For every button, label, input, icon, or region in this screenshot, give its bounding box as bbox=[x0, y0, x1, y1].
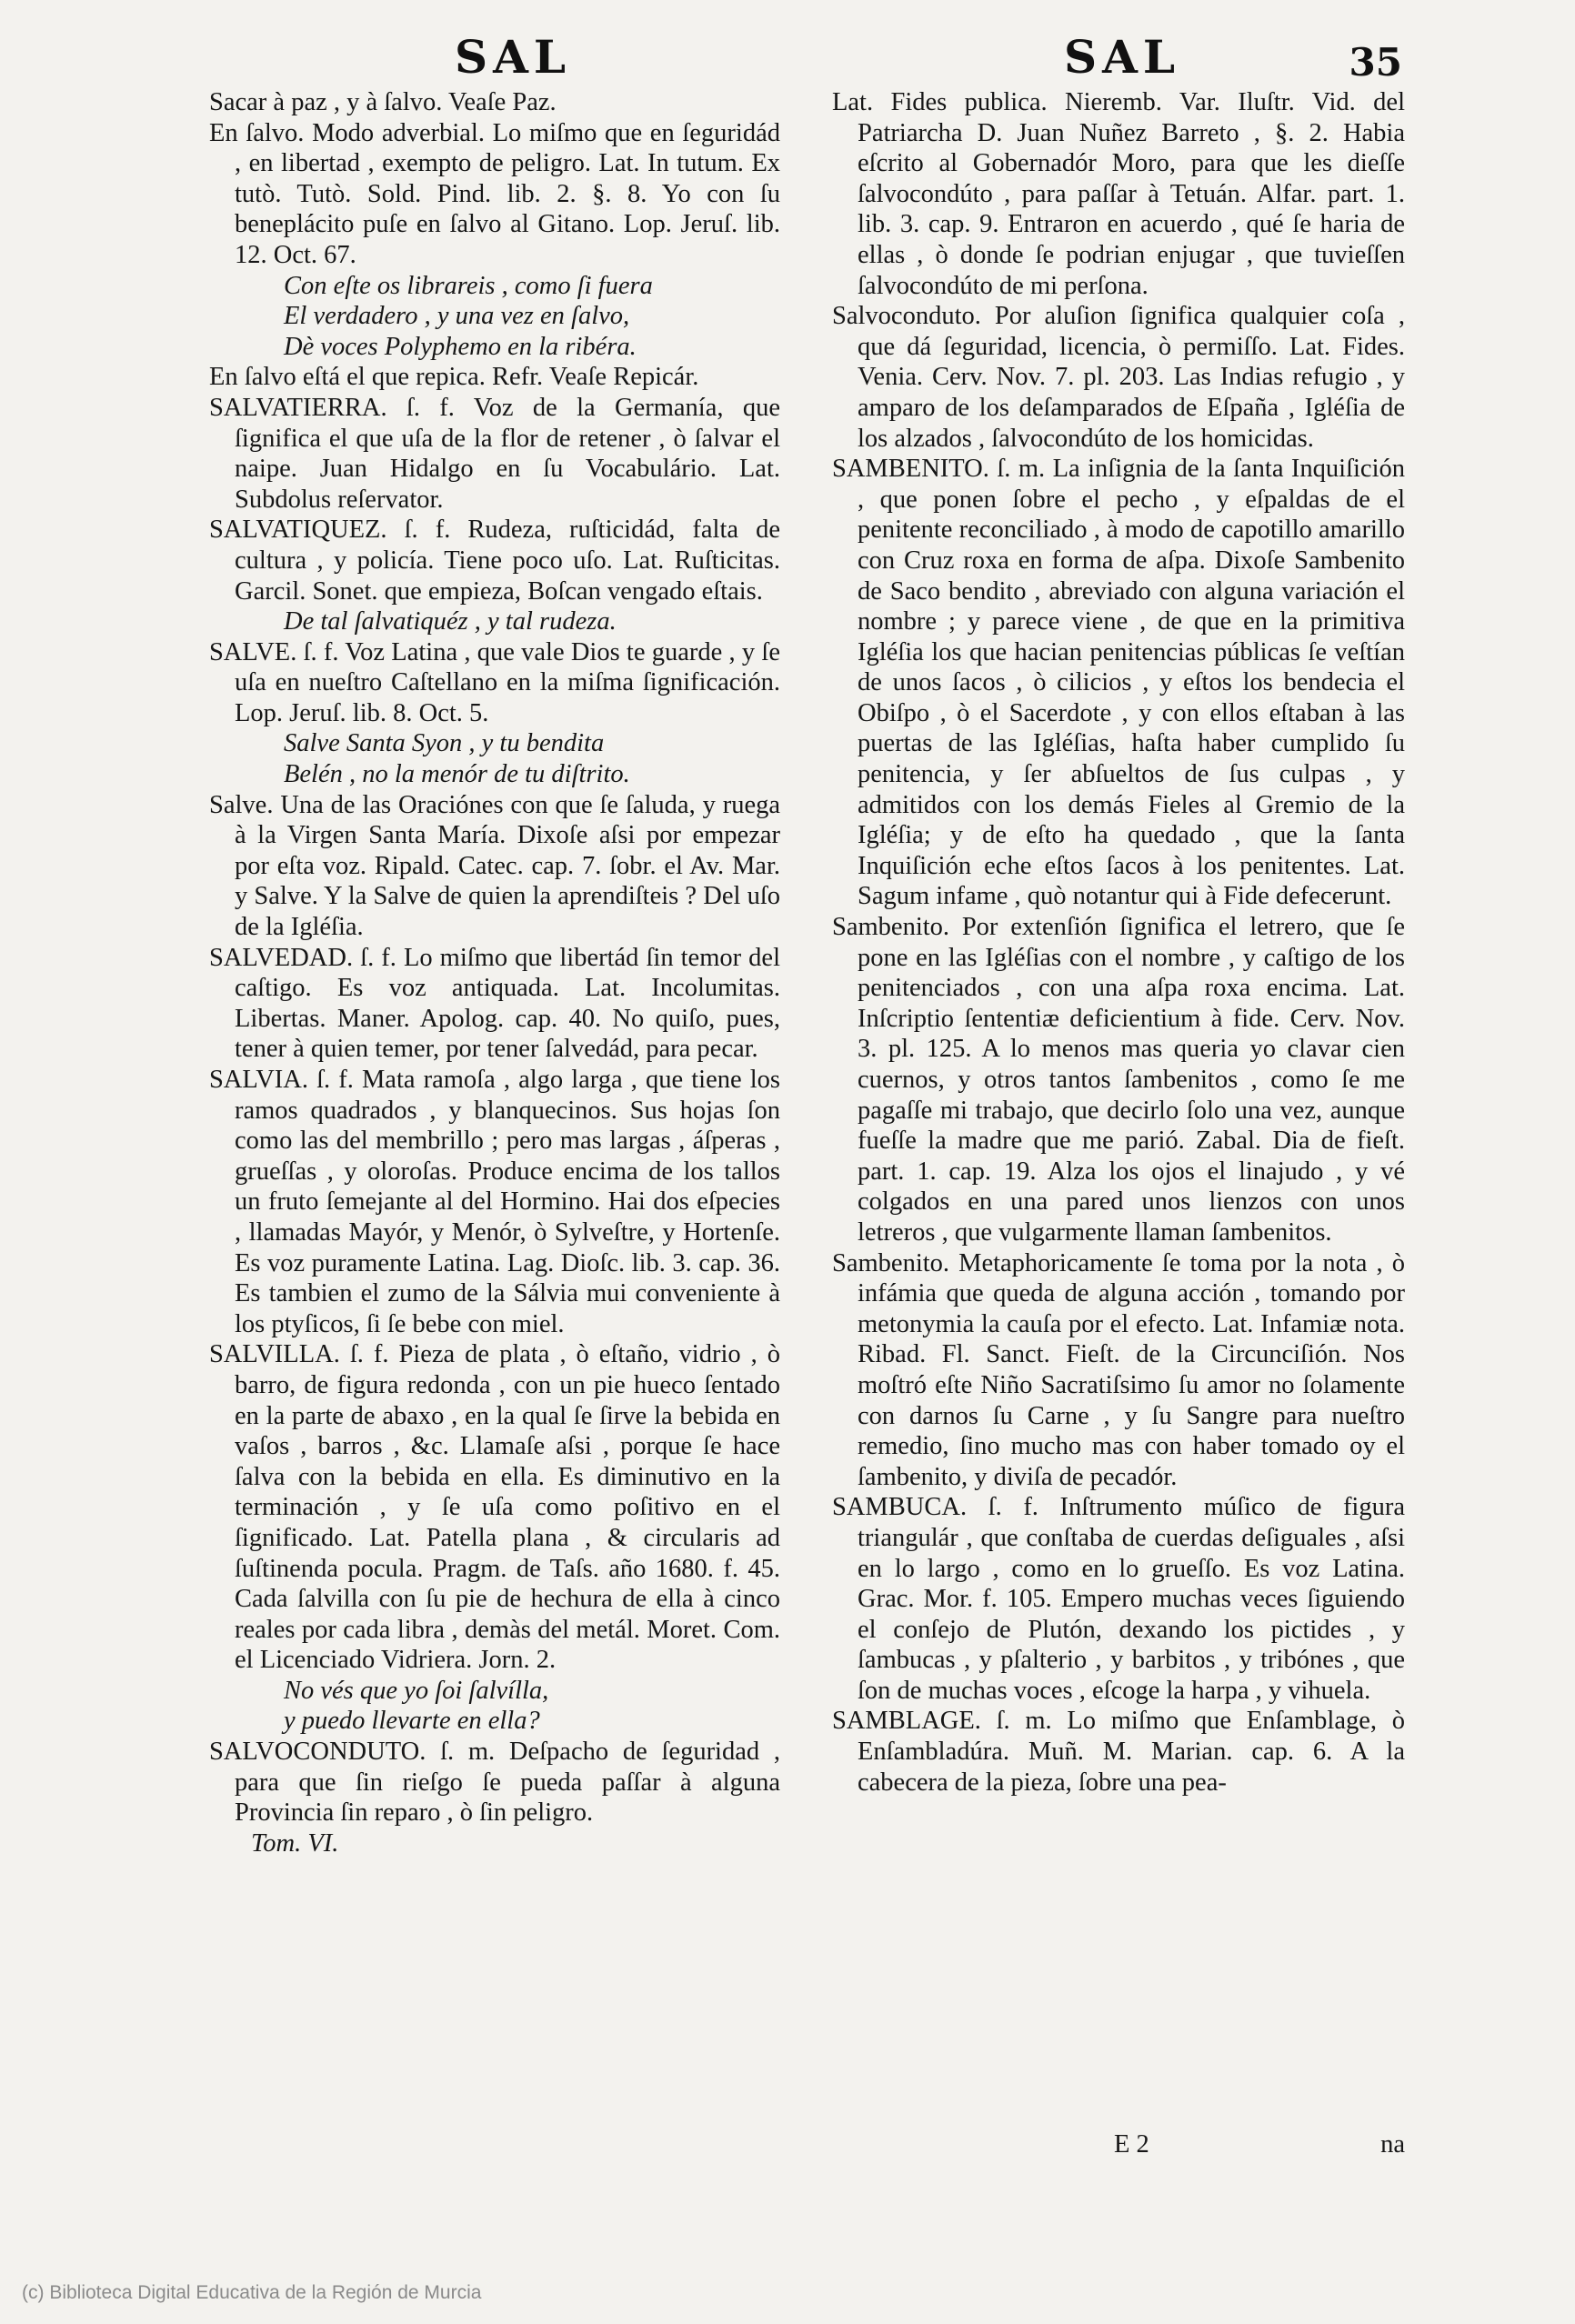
dictionary-entry: Salve. Una de las Oraciónes con que ſe ſaluda, y ruega à la Virgen Santa María. Dixoſe aſsi por empezar por eſta voz. Ripald. Catec. cap. 7. ſobr. el Av. Mar. y Salve. Y la Salve de quien la aprendiſteis ? Del uſo de la Igléſia. bbox=[209, 790, 780, 942]
dictionary-entry: SAMBUCA. ſ. f. Inſtrumento múſico de figura triangulár , que conſtaba de cuerdas deſiguales , aſsi en lo largo , como en lo grueſſo. Es voz Latina. Grac. Mor. f. 105. Empero muchas veces ſiguiendo el conſejo de Plutón, dexando los pictides , y ſambucas , y pſalterio , y barbitos , y tribónes , que ſon de muchas voces , eſcoge la harpa , y vihuela. bbox=[832, 1493, 1405, 1705]
page-number: 35 bbox=[1349, 40, 1402, 85]
dictionary-entry: SALVATIQUEZ. ſ. f. Rudeza, ruſticidád, falta de cultura , y policía. Tiene poco uſo. Lat. Ruſticitas. Garcil. Sonet. que empieza, Boſcan vengado eſtais. bbox=[209, 516, 780, 606]
left-column bbox=[209, 87, 780, 1858]
verse-line: Con eſte os librareis , como ſi fuera bbox=[284, 271, 653, 300]
dictionary-entry: En ſalvo eſtá el que repica. Refr. Veaſe Repicár. bbox=[209, 363, 699, 392]
dictionary-entry: SALVOCONDUTO. ſ. m. Deſpacho de ſeguridad , para que ſin rieſgo ſe pueda paſſar à alguna Provincia ſin reparo , ò ſin peligro. bbox=[209, 1738, 780, 1828]
printer-signature: E 2 bbox=[1114, 2130, 1149, 2159]
dictionary-entry: Sambenito. Por extenſión ſignifica el letrero, que ſe pone en las Igléſias con el nombre , y caſtigo de los penitenciados , con una aſpa roxa encima. Lat. Inſcriptio ſententiæ deficientium à fide. Cerv. Nov. 3. pl. 125. A lo menos mas queria yo clavar cien cuernos, y otros tantos ſambenitos , como ſe me pagaſſe mi trabajo, que decirlo ſolo una vez, aunque fueſſe la madre que me parió. Zabal. Dia de fieſt. part. 1. cap. 19. Alza los ojos el linajudo , y vé colgados en una pared unos lienzos con unos letreros , que vulgarmente llaman ſambenitos. bbox=[832, 913, 1405, 1247]
right-running-head: SAL bbox=[1064, 30, 1181, 84]
library-watermark: (c) Biblioteca Digital Educativa de la Región de Murcia bbox=[22, 2282, 482, 2303]
dictionary-entry: En ſalvo. Modo adverbial. Lo miſmo que en ſeguridád , en libertad , exempto de peligro. Lat. In tutum. Ex tutò. Tutò. Sold. Pind. lib. 2. §. 8. Yo con ſu beneplácito puſe en ſalvo al Gitano. Lop. Jeruſ. lib. 12. Oct. 67. bbox=[209, 118, 780, 269]
dictionary-entry: SAMBENITO. ſ. m. La inſignia de la ſanta Inquiſición , que ponen ſobre el pecho , y eſpaldas de el penitente reconciliado , à modo de capotillo amarillo con Cruz roxa en forma de aſpa. Dixoſe Sambenito de Saco bendito , abreviado con alguna variación el nombre ; y parece viene , de que en la primitiva Igléſia los que hacian penitencias públicas ſe veſtían de unos ſacos , ò cilicios , y eſtos los bendecia el Obiſpo , ò el Sacerdote , y con ellos eſtaban à las puertas de las Igléſias, haſta haber cumplido ſu penitencia, y ſer abſueltos de ſus culpas , y admitidos con los demás Fieles al Gremio de la Igléſia; y de eſto ha quedado , que la ſanta Inquiſición eche eſtos ſacos à los penitentes. Lat. Sagum infame , quò notantur qui à Fide defecerunt. bbox=[832, 455, 1405, 911]
volume-footer bbox=[209, 1828, 780, 1859]
signature-footer bbox=[1114, 2129, 1405, 2160]
dictionary-entry: Lat. Fides publica. Nieremb. Var. Iluſtr. Vid. del Patriarcha D. Juan Nuñez Barreto , §. 2. Habia eſcrito al Gobernadór Moro, para que les dieſſe ſalvocondúto , para paſſar à Tetuán. Alfar. part. 1. lib. 3. cap. 9. Entraron en acuerdo , qué ſe haria de ellas , ò donde ſe podrian enjugar , que tuvieſſen ſalvocondúto de mi perſona. bbox=[832, 88, 1405, 300]
dictionary-entry: SALVILLA. ſ. f. Pieza de plata , ò eſtaño, vidrio , ò barro, de figura redonda , con un pie hueco ſentado en la parte de abaxo , en la qual ſe ſirve la bebida en vaſos , barros , &c. Llamaſe aſsi , porque ſe hace ſalva con la bebida en ella. Es diminutivo en la terminación , y ſe uſa como poſitivo en el ſignificado. Lat. Patella plana , & circularis ad ſuſtinenda pocula. Pragm. de Taſs. año 1680. f. 45. Cada ſalvilla con ſu pie de hechura de ella à cinco reales por cada libra , demàs del metál. Moret. Com. el Licenciado Vidriera. Jorn. 2. bbox=[209, 1340, 780, 1675]
dictionary-entry: SALVIA. ſ. f. Mata ramoſa , algo larga , que tiene los ramos quadrados , y blanquecinos. Sus hojas ſon como las del membrillo ; pero mas largas , áſperas , grueſſas , y oloroſas. Produce encima de los tallos un fruto ſemejante al del Hormino. Hai dos eſpecies , llamadas Mayór, y Menór, ò Sylveſtre, y Hortenſe. Es voz puramente Latina. Lag. Dioſc. lib. 3. cap. 36. Es tambien el zumo de la Sálvia mui conveniente à los ptyſicos, ſi ſe bebe con miel. bbox=[209, 1066, 780, 1338]
verse-line: El verdadero , y una vez en ſalvo, bbox=[284, 302, 630, 331]
catchword: na bbox=[1380, 2130, 1405, 2159]
dictionary-entry: SALVEDAD. ſ. f. Lo miſmo que libertád ſin temor del caſtigo. Es voz antiquada. Lat. Incolumitas. Libertas. Maner. Apolog. cap. 40. No quiſo, pues, tener à quien temer, por tener ſalvedád, para pecar. bbox=[209, 943, 780, 1064]
verse-line: De tal ſalvatiquéz , y tal rudeza. bbox=[284, 607, 617, 636]
left-running-head: SAL bbox=[455, 30, 572, 84]
volume-label: Tom. VI. bbox=[251, 1828, 339, 1858]
dictionary-entry: Sambenito. Metaphoricamente ſe toma por la nota , ò infámia que queda de alguna acción , tomando por metonymia la cauſa por el efecto. Lat. Infamiæ nota. Ribad. Fl. Sanct. Fieſt. de la Circunciſión. Nos moſtró eſte Niño Sacratiſsimo ſu amor no ſolamente con darnos ſu Carne , y ſu Sangre para nueſtro remedio, ſino mucho mas con haber tomado oy el ſambenito, y diviſa de pecadór. bbox=[832, 1248, 1405, 1491]
dictionary-entry: Salvoconduto. Por aluſion ſignifica qualquier coſa , que dá ſeguridad, licencia, ò permiſſo. Lat. Fides. Venia. Cerv. Nov. 7. pl. 203. Las Indias refugio , y amparo de los deſamparados de Eſpaña , Igléſia de los alzados , ſalvocondúto de los homicidas. bbox=[832, 302, 1405, 453]
dictionary-entry: SALVE. ſ. f. Voz Latina , que vale Dios te guarde , y ſe uſa en nueſtro Caſtellano en la miſma ſignificación. Lop. Jeruſ. lib. 8. Oct. 5. bbox=[209, 637, 780, 727]
right-column bbox=[832, 87, 1405, 1798]
dictionary-entry: Sacar à paz , y à ſalvo. Veaſe Paz. bbox=[209, 88, 557, 116]
verse-line: No vés que yo ſoi ſalvílla, bbox=[284, 1676, 549, 1705]
verse-line: Dè voces Polyphemo en la ribéra. bbox=[284, 332, 637, 361]
verse-line: y puedo llevarte en ella? bbox=[284, 1707, 540, 1736]
dictionary-entry: SAMBLAGE. ſ. m. Lo miſmo que Enſamblage, ò Enſambladúra. Muñ. M. Marian. cap. 6. A la cabecera de la pieza, ſobre una pea- bbox=[832, 1707, 1405, 1797]
verse-line: Salve Santa Syon , y tu bendita bbox=[284, 729, 605, 758]
dictionary-entry: SALVATIERRA. ſ. f. Voz de la Germanía, que ſignifica el que uſa de la flor de retener , ò ſalvar el naipe. Juan Hidalgo en ſu Vocabulário. Lat. Subdolus reſervator. bbox=[209, 393, 780, 514]
verse-line: Belén , no la menór de tu diſtrito. bbox=[284, 760, 630, 789]
